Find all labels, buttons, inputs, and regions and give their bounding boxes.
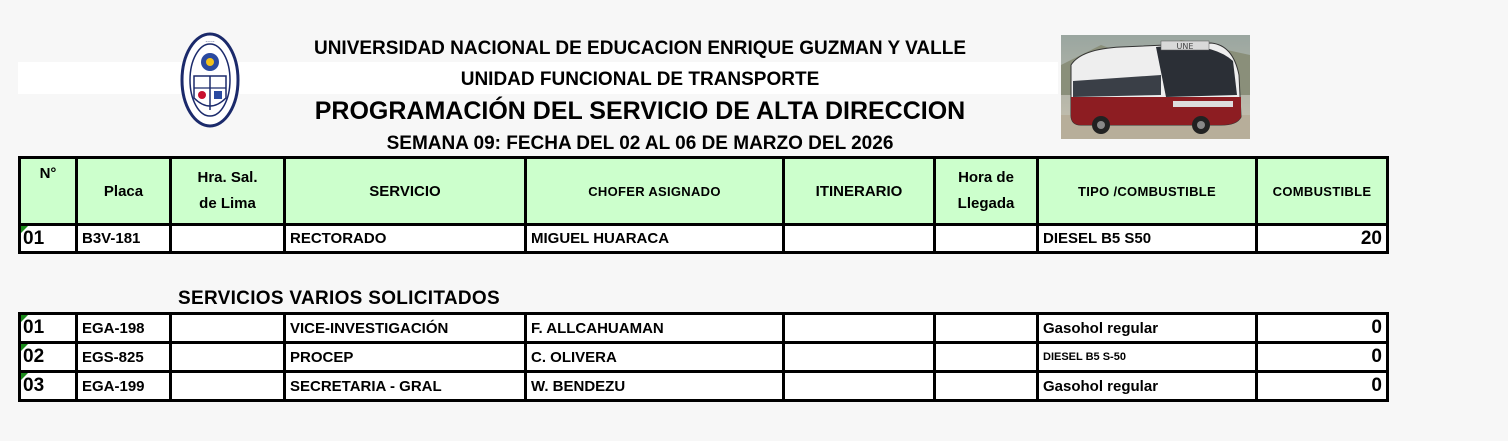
- section-title: SERVICIOS VARIOS SOLICITADOS: [178, 288, 500, 309]
- table-row: [20, 225, 1388, 253]
- col-header-combustible: COMBUSTIBLE: [1257, 158, 1388, 225]
- cell-servicio: RECTORADO: [285, 225, 526, 253]
- bus-photo: [1061, 35, 1250, 139]
- cell-placa: EGS-825: [77, 343, 171, 372]
- col-header-hora-llegada-line1: Hora de: [958, 169, 1014, 186]
- cell-hra-sal: [171, 225, 285, 253]
- cell-chofer: W. BENDEZU: [526, 372, 784, 401]
- week-subtitle: SEMANA 09: FECHA DEL 02 AL 06 DE MARZO DEL 2026: [386, 133, 894, 154]
- table-row: [20, 343, 1388, 372]
- cell-tipo-combustible: DIESEL B5 S50: [1038, 225, 1257, 253]
- university-name: UNIVERSIDAD NACIONAL DE EDUCACION ENRIQUE GUZMAN Y VALLE: [313, 38, 967, 59]
- cell-servicio: VICE-INVESTIGACIÓN: [285, 314, 526, 343]
- unit-name: UNIDAD FUNCIONAL DE TRANSPORTE: [460, 69, 820, 90]
- cell-chofer: C. OLIVERA: [526, 343, 784, 372]
- cell-combustible: 0: [1257, 372, 1388, 401]
- table-row: [20, 372, 1388, 401]
- col-header-tipo-combustible: TIPO /COMBUSTIBLE: [1038, 158, 1257, 225]
- col-header-hra-sal-line1: Hra. Sal.: [197, 169, 258, 186]
- cell-servicio: PROCEP: [285, 343, 526, 372]
- cell-combustible: 0: [1257, 343, 1388, 372]
- cell-hra-sal: [171, 314, 285, 343]
- cell-hora-llegada: [935, 225, 1038, 253]
- main-schedule-table: [18, 156, 1389, 254]
- col-header-no: N°: [20, 158, 77, 225]
- cell-itinerario: [784, 372, 935, 401]
- col-header-itinerario: ITINERARIO: [784, 158, 935, 225]
- col-header-hora-llegada: [935, 158, 1038, 225]
- table-row: [20, 314, 1388, 343]
- cell-hora-llegada: [935, 314, 1038, 343]
- cell-tipo-combustible: DIESEL B5 S-50: [1038, 343, 1257, 372]
- cell-no: 01: [20, 225, 77, 253]
- cell-itinerario: [784, 225, 935, 253]
- table-header-row: [20, 158, 1388, 225]
- cell-combustible: 0: [1257, 314, 1388, 343]
- cell-placa: B3V-181: [77, 225, 171, 253]
- col-header-chofer: CHOFER ASIGNADO: [526, 158, 784, 225]
- svg-text:·····: ·····: [205, 39, 215, 46]
- cell-itinerario: [784, 314, 935, 343]
- col-header-hra-sal-line2: de Lima: [199, 195, 256, 212]
- cell-tipo-combustible: Gasohol regular: [1038, 372, 1257, 401]
- cell-no: 02: [20, 343, 77, 372]
- col-header-placa: Placa: [77, 158, 171, 225]
- cell-itinerario: [784, 343, 935, 372]
- cell-chofer: MIGUEL HUARACA: [526, 225, 784, 253]
- cell-hra-sal: [171, 343, 285, 372]
- cell-chofer: F. ALLCAHUAMAN: [526, 314, 784, 343]
- cell-no: 01: [20, 314, 77, 343]
- col-header-hra-sal: [171, 158, 285, 225]
- cell-placa: EGA-198: [77, 314, 171, 343]
- varios-schedule-table: [18, 312, 1389, 402]
- cell-hra-sal: [171, 372, 285, 401]
- bus-sign-text: UNE: [1176, 42, 1194, 51]
- cell-hora-llegada: [935, 343, 1038, 372]
- col-header-servicio: SERVICIO: [285, 158, 526, 225]
- cell-no: 03: [20, 372, 77, 401]
- page-title: PROGRAMACIÓN DEL SERVICIO DE ALTA DIRECCION: [314, 97, 966, 125]
- cell-tipo-combustible: Gasohol regular: [1038, 314, 1257, 343]
- cell-placa: EGA-199: [77, 372, 171, 401]
- col-header-hora-llegada-line2: Llegada: [957, 195, 1015, 212]
- cell-servicio: SECRETARIA - GRAL: [285, 372, 526, 401]
- cell-hora-llegada: [935, 372, 1038, 401]
- cell-combustible: 20: [1257, 225, 1388, 253]
